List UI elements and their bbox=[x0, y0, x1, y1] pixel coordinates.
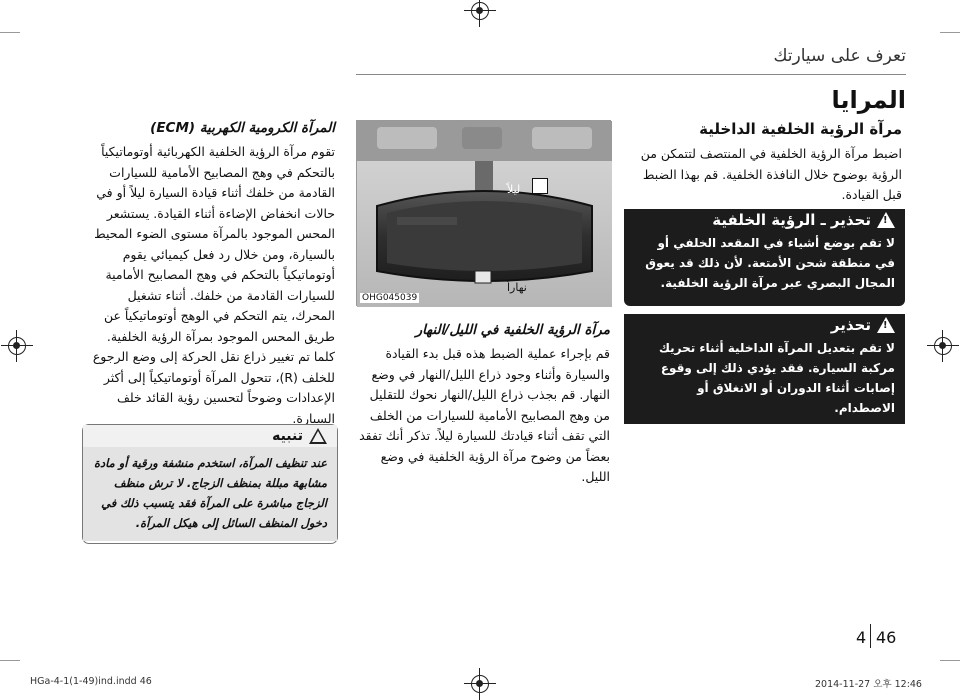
mirror-illustration bbox=[357, 121, 612, 307]
intro-text: اضبط مرآة الرؤية الخلفية في المنتصف لتتمكن من الرؤية بوضوح خلال النافذة الخلفية. قم بهذا الضبط قبل القيادة. bbox=[640, 146, 902, 202]
day-night-text: قم بإجراء عملية الضبط هذه قبل بدء القيادة والسيارة وأثناء وجود ذراع الليل/النهار في وضع النهار. قم بجذب ذراع الليل/النهار نحوك للتقليل من وهج المصابيح الأمامية للسيارات من الخلف التي تقف أثناء قيادتك للسيارة ليلاً. تذكر أنك تفقد بعضاً من وضوح مرآة الرؤية الخلفية في وضع الليل. bbox=[359, 346, 610, 484]
file-info: HGa-4-1(1-49)ind.indd 46 bbox=[30, 676, 152, 687]
mirror-photo bbox=[356, 120, 611, 306]
warning-box-adjust bbox=[624, 314, 905, 415]
crop-mark bbox=[940, 660, 960, 661]
caution-icon bbox=[309, 428, 327, 444]
main-title: مرآة الرؤية الخلفية الداخلية bbox=[699, 120, 902, 138]
warning-title: تحذير bbox=[830, 316, 871, 334]
subtitle-day-night: مرآة الرؤية الخلفية في الليل/النهار bbox=[415, 322, 610, 338]
label-box-night bbox=[532, 178, 548, 194]
crop-mark bbox=[0, 660, 20, 661]
warning-body: لا تقم بتعديل المرآة الداخلية أثناء تحريك مركبة السيارة. فقد يؤدي ذلك إلى وقوع إصابات أثناء الدوران أو الانغلاق أو الاصطدام. bbox=[624, 336, 905, 424]
crop-mark bbox=[940, 32, 960, 33]
warning-icon: ! bbox=[877, 212, 895, 228]
crop-mark bbox=[0, 32, 20, 33]
warning-box-rear-view bbox=[624, 209, 905, 306]
notice-box bbox=[82, 424, 338, 544]
page-number-left: 4 bbox=[856, 628, 867, 647]
page-number-right: 46 bbox=[876, 628, 897, 647]
notice-body: عند تنظيف المرآة، استخدم منشفة ورقية أو مادة مشابهة مبللة بمنظف الزجاج. لا ترش منظف الزجاج مباشرة على المرآة فقد يتسبب ذلك في دخول المنظف السائل إلى هيكل المرآة. bbox=[83, 447, 337, 541]
page-divider bbox=[870, 624, 871, 648]
warning-body: لا تقم بوضع أشياء في المقعد الخلفي أو في منطقة شحن الأمتعة. لأن ذلك قد يعوق المجال البصري عبر مرآة الرؤية الخلفية. bbox=[624, 231, 905, 299]
page-heading: المرايا bbox=[831, 86, 906, 114]
ecm-text: تقوم مرآة الرؤية الخلفية الكهربائية أوتوماتيكياً بالتحكم في وهج المصابيح الأمامية للسيارات القادمة من خلفك أثناء قيادة السيارة ليلاً أو في حالات انخفاض الإضاءة أثناء القيادة. يستشعر المحس الموجود بالمرآة مستوى الضوء المحيط بالسيارة، ومن خلال رد فعل كيميائي يقوم أوتوماتيكياً بالتحكم في وهج المصابيح الأمامية للسيارات القادمة من خلفك. أثناء تشغيل المحرك، يتم التحكم في الوهج أوتوماتيكياً عن طريق المحس الموجود بمرآة الرؤية الخلفية. كلما تم تغيير ذراع نقل الحركة إلى وضع الرجوع للخلف (R)، تتحول المرآة أوتوماتيكياً إلى أكثر الإعدادات وضوحاً لتحسين رؤية القائد خلف السيارة. bbox=[92, 144, 335, 426]
registration-mark-left bbox=[8, 337, 26, 355]
registration-mark-right bbox=[934, 337, 952, 355]
notice-title: تنبيه bbox=[272, 428, 303, 444]
section-title: تعرف على سيارتك bbox=[773, 46, 906, 66]
warning-title: تحذير ـ الرؤية الخلفية bbox=[712, 211, 871, 229]
ecm-title: المرآة الكرومية الكهربية (ECM) bbox=[150, 120, 335, 136]
date-info: 2014-11-27 오후 12:46 bbox=[815, 679, 922, 690]
registration-mark-bottom bbox=[471, 675, 489, 693]
warning-icon: ! bbox=[877, 317, 895, 333]
label-night: ليلاً bbox=[507, 183, 521, 196]
registration-mark-top bbox=[471, 2, 489, 20]
label-day: نهاراً bbox=[507, 281, 527, 294]
header-rule bbox=[356, 74, 906, 75]
image-code: OHG045039 bbox=[362, 293, 418, 303]
